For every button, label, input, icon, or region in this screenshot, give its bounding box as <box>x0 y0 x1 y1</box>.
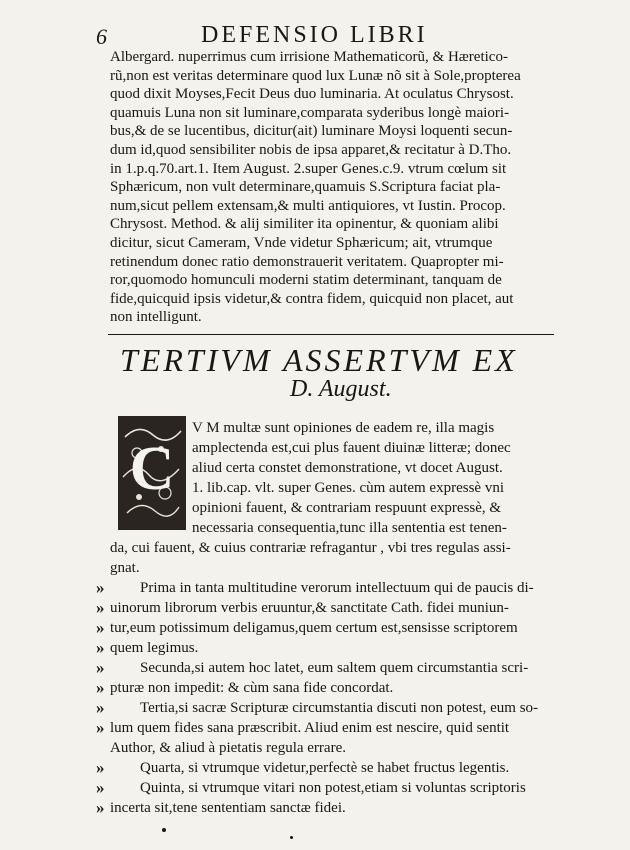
text-line: in 1.p.q.70.art.1. Item August. 2.super Genes.c.9. vtrum cœlum sit <box>110 160 507 177</box>
text-line: num,sicut pellem extensam,& multi antiquiores, vt Iustin. Procop. <box>110 197 506 214</box>
text-line: Tertia,si sacræ Scripturæ circumstantia discuti non potest, eum so- <box>140 700 539 716</box>
text-line: Quinta, si vtrumque vitari non potest,etiam si voluntas scriptoris <box>140 780 526 796</box>
text-line: incerta sit,tene sententiam sanctæ fidei. <box>110 800 346 816</box>
text-line: bus,& de se lucentibus, dicitur(ait) luminare Moysi loquenti secun- <box>110 123 513 140</box>
text-line: fide,quicquid ipsis videtur,& contra fidem, quicquid non placet, aut <box>110 290 514 307</box>
quote-mark: » <box>96 778 105 797</box>
quote-mark: » <box>96 638 105 657</box>
section-title: TERTIVM ASSERTVM EX <box>120 342 518 378</box>
quote-mark: » <box>96 798 105 817</box>
text-line: quod dixit Moyses,Fecit Deus duo luminaria. At oculatus Chrysost. <box>110 86 514 103</box>
text-line: quamuis Luna non sit luminare,comparata syderibus longè maiori- <box>110 104 510 121</box>
text-line: da, cui fauent, & cuius contrariæ refragantur , vbi tres regulas assi- <box>110 540 511 556</box>
quote-mark: » <box>96 718 105 737</box>
quote-mark: » <box>96 758 105 777</box>
ink-speck <box>162 828 166 832</box>
text-line: amplectenda est,cui plus fauent diuinæ litteræ; donec <box>192 440 511 456</box>
text-line: non intelligunt. <box>110 309 202 326</box>
text-line: pturæ non impedit: & cùm sana fide concordat. <box>110 680 394 696</box>
text-line: aliud certa constet demonstratione, vt docet August. <box>192 460 503 476</box>
text-line: Secunda,si autem hoc latet, eum saltem quem circumstantia scri- <box>140 660 529 676</box>
text-line: Albergard. nuperrimus cum irrisione Mathematicorũ, & Hæretico- <box>110 49 508 65</box>
text-line: gnat. <box>110 560 140 576</box>
quote-mark: » <box>96 578 105 597</box>
text-line: quem legimus. <box>110 640 199 656</box>
ink-speck <box>290 836 293 839</box>
text-line: ror,quomodo homunculi moderni statim determinant, tanquam de <box>110 272 502 289</box>
text-line: tur,eum potissimum deligamus,quem certum est,sensisse scriptorem <box>110 620 518 636</box>
svg-text:C: C <box>129 435 175 503</box>
text-line: Sphæricum, non vult determinare,quamuis S.Scriptura faciat pla- <box>110 179 501 196</box>
text-line: 1. lib.cap. vlt. super Genes. cùm autem expressè vni <box>192 480 504 496</box>
text-line: rũ,non est veritas determinare quod lux Lunæ nõ sit à Sole,propterea <box>110 67 521 84</box>
quote-mark: » <box>96 698 105 717</box>
text-line: V M multæ sunt opiniones de eadem re, illa magis <box>192 420 495 436</box>
quote-mark: » <box>96 598 105 617</box>
text-line: Prima in tanta multitudine verorum intellectuum qui de paucis di- <box>140 580 534 596</box>
quote-mark: » <box>96 678 105 697</box>
text-line: dicitur, sicut Cameram, Vnde videtur Sphæricum; ait, vtrumque <box>110 235 493 251</box>
text-line: Chrysost. Method. & alij similiter ita opinentur, & quoniam alibi <box>110 216 499 233</box>
running-head <box>96 22 476 50</box>
text-line: uinorum librorum verbis eruuntur,& sanctitate Cath. fidei muniun- <box>110 600 509 616</box>
text-line: retinendum donec ratio demonstrauerit veritatem. Quapropter mi- <box>110 253 504 270</box>
section-divider <box>108 334 554 335</box>
text-line: Quarta, si vtrumque videtur,perfectè se habet fructus legentis. <box>140 760 510 776</box>
section-subtitle: D. August. <box>290 376 392 402</box>
text-line: dum id,quod sensibiliter nobis de ipsa apparet,& recitatur à D.Tho. <box>110 142 512 158</box>
quote-mark: » <box>96 658 105 677</box>
decorated-initial-letter <box>118 416 186 530</box>
text-line: lum quem fides sana præscribit. Aliud enim est nescire, quid sentit <box>110 720 510 736</box>
floral-initial-icon <box>119 417 185 529</box>
running-title: DEFENSIO LIBRI <box>201 22 428 48</box>
text-line: Author, & aliud à pietatis regula errare. <box>110 740 346 756</box>
text-line: necessaria consequentia,tunc illa sententia est tenen- <box>192 520 507 536</box>
quote-mark: » <box>96 618 105 637</box>
text-line: opinioni fauent, & contrariam respuunt expressè, & <box>192 500 502 516</box>
page-number: 6 <box>96 24 107 49</box>
